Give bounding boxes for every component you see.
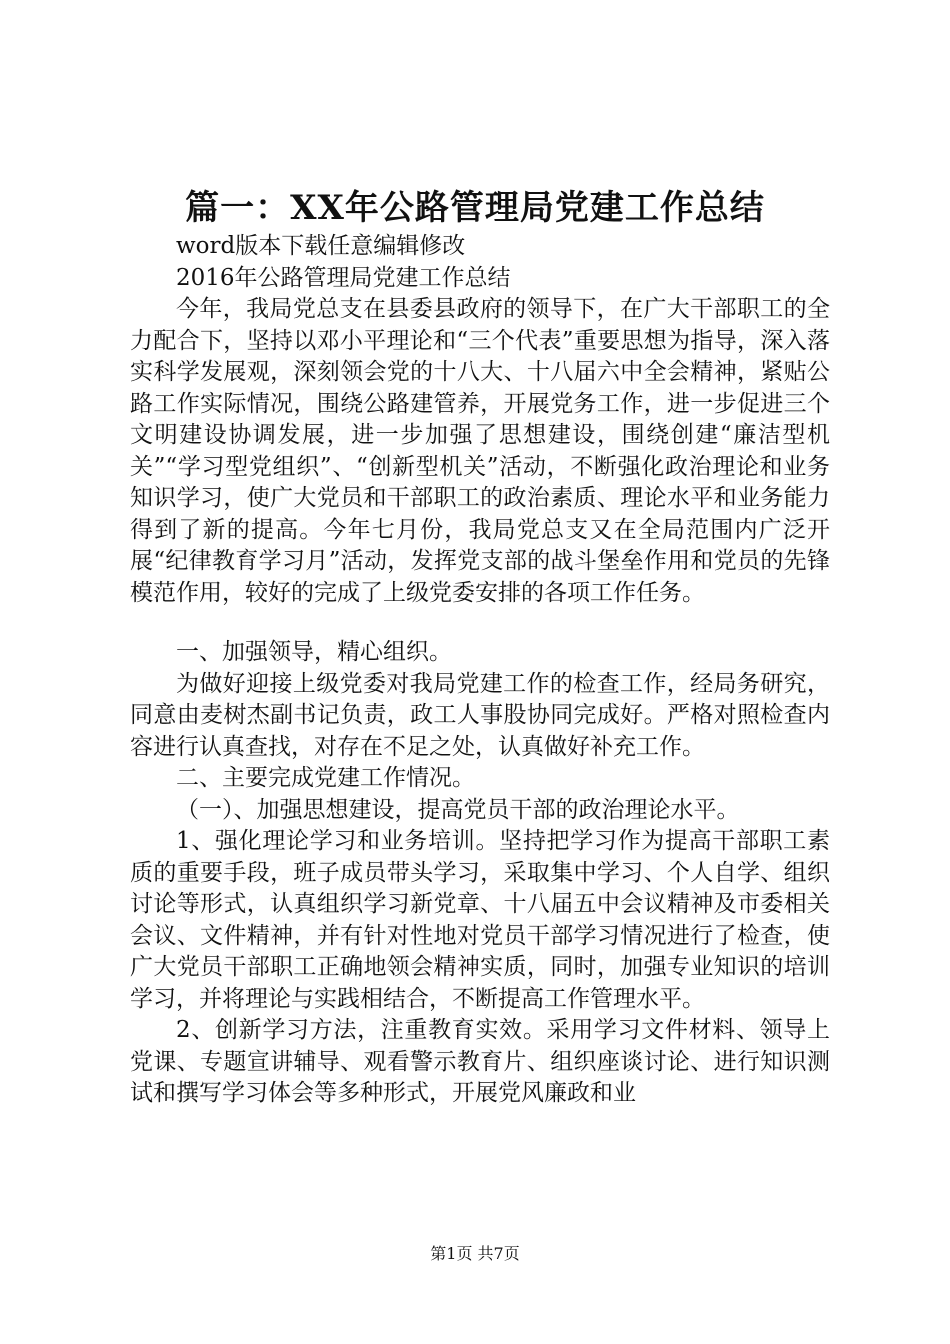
paragraph: word版本下载任意编辑修改 bbox=[176, 233, 466, 259]
subsection-heading: （一）、加强思想建设，提高党员干部的政治理论水平。 bbox=[176, 796, 740, 823]
page-number: 第1页 共7页 bbox=[430, 1244, 520, 1263]
paragraph: 2016年公路管理局党建工作总结 bbox=[176, 264, 511, 291]
section-heading: 一、加强领导，精心组织。 bbox=[176, 639, 452, 665]
paragraph-gap bbox=[130, 609, 830, 637]
section-heading: 二、主要完成党建工作情况。 bbox=[176, 765, 475, 791]
paragraph: 今年，我局党总支在县委县政府的领导下，在广大干部职工的全力配合下，坚持以邓小平理论和“三个代表”重要思想为指导，深入落实科学发展观，深刻领会党的十八大、十八届六中全会精神，紧贴公路工作实际情况，围绕公路建管养，开展党务工作，进一步促进三个文明建设协调发展，进一步加强了思想建设，围绕创建“廉洁型机关”“学习型党组织”、“创新型机关”活动，不断强化政治理论和业务知识学习，使广大党员和干部职工的政治素质、理论水平和业务能力得到了新的提高。今年七月份，我局党总支又在全局范围内广泛开展“纪律教育学习月”活动，发挥党支部的战斗堡垒作用和党员的先锋模范作用，较好的完成了上级党委安排的各项工作任务。 bbox=[130, 296, 830, 606]
document-title: 篇一：XX年公路管理局党建工作总结 bbox=[185, 188, 765, 228]
paragraph: 2、创新学习方法，注重教育实效。采用学习文件材料、领导上党课、专题宣讲辅导、观看警示教育片、组织座谈讨论、进行知识测试和撰写学习体会等多种形式，开展党风廉政和业 bbox=[130, 1017, 830, 1106]
paragraph: 为做好迎接上级党委对我局党建工作的检查工作，经局务研究，同意由麦树杰副书记负责，政工人事股协同完成好。严格对照检查内容进行认真查找，对存在不足之处，认真做好补充工作。 bbox=[130, 670, 830, 760]
document-body bbox=[130, 231, 830, 1110]
paragraph: 1、强化理论学习和业务培训。坚持把学习作为提高干部职工素质的重要手段，班子成员带头学习，采取集中学习、个人自学、组织讨论等形式，认真组织学习新党章、十八届五中会议精神及市委相关会议、文件精神，并有针对性地对党员干部学习情况进行了检查，使广大党员干部职工正确地领会精神实质，同时，加强专业知识的培训学习，并将理论与实践相结合，不断提高工作管理水平。 bbox=[130, 828, 830, 1012]
